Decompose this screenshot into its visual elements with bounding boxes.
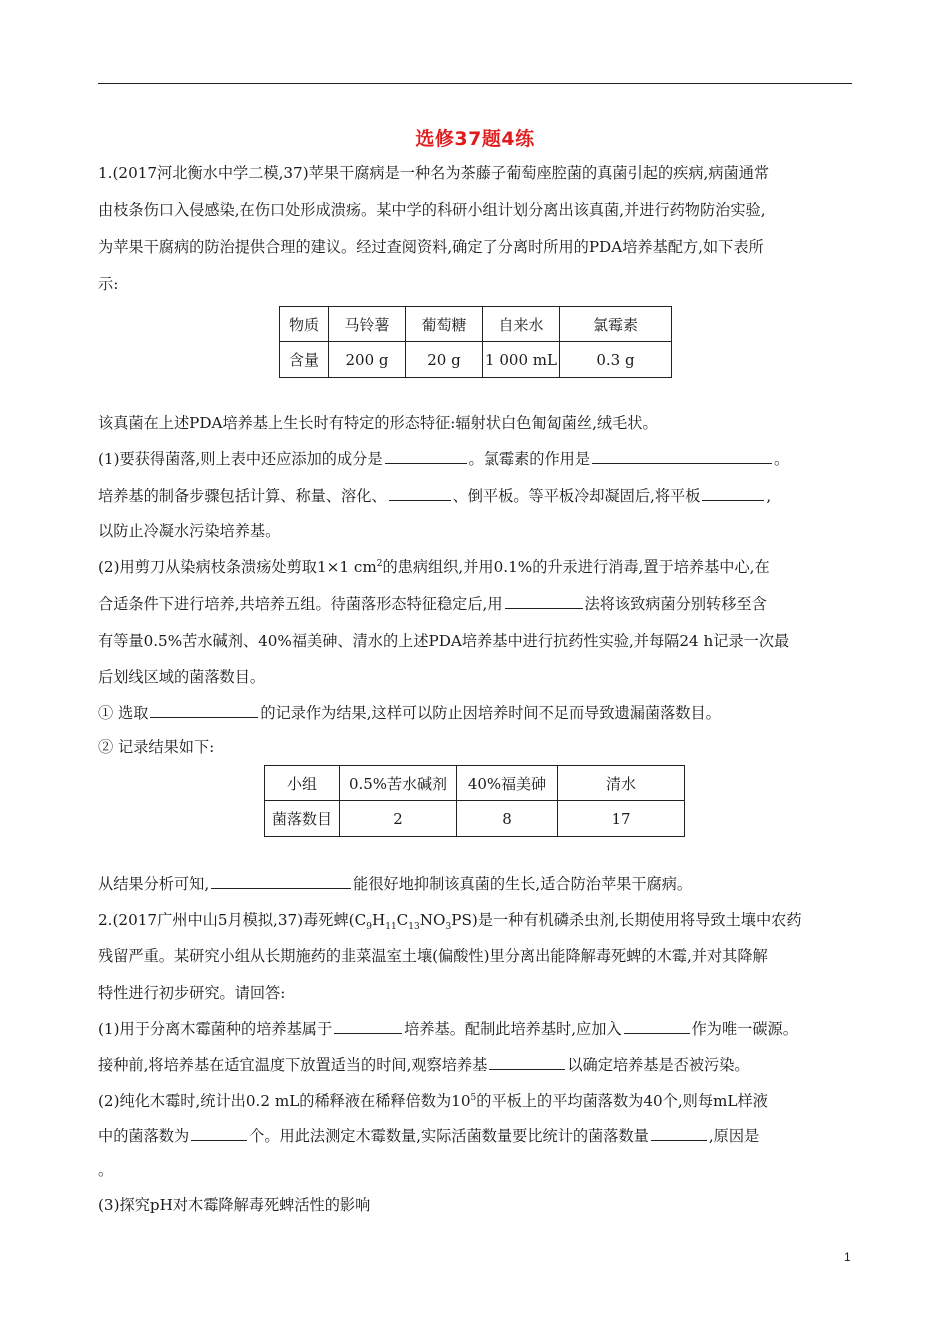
q2-line-1 [98, 910, 802, 933]
q1-line-2: 由枝条伤口入侵感染,在伤口处形成溃疡。某中学的科研小组计划分离出该真菌,并进行药物防治实验, [98, 201, 766, 219]
table-cell: 8 [457, 801, 558, 837]
q1-item1-line [98, 703, 721, 723]
table-cell: 物质 [280, 307, 329, 342]
answer-blank-compare[interactable] [651, 1126, 707, 1141]
table-cell: 0.3 g [560, 342, 672, 378]
page-title: 选修37题4练 [415, 128, 535, 150]
q2-text: PS)是一种有机磷杀虫剂,长期使用将导致土壤中农药 [451, 911, 802, 929]
answer-blank-medium-type[interactable] [334, 1019, 402, 1034]
header-rule [98, 83, 852, 84]
subscript: 13 [408, 922, 420, 933]
table-row [280, 307, 672, 342]
q1-line-10 [98, 594, 767, 614]
subscript: 9 [366, 922, 372, 933]
table-cell: 0.5%苦水碱剂 [340, 766, 457, 801]
q2-text: NO [419, 911, 446, 929]
q2-sub3-line: (3)探究pH对木霉降解毒死蜱活性的影响 [98, 1196, 371, 1214]
page-number: 1 [844, 1250, 851, 1264]
q2-line-5-text-a: 接种前,将培养基在适宜温度下放置适当的时间,观察培养基 [98, 1056, 488, 1074]
q2-sub1-text-a: (1)用于分离木霉菌种的培养基属于 [98, 1020, 333, 1038]
q2-sub1-text-b: 培养基。配制此培养基时,应加入 [404, 1020, 622, 1038]
subscript: 11 [385, 922, 397, 933]
q2-sub2-line [98, 1091, 768, 1111]
q1-line-1: 1.(2017河北衡水中学二模,37)苹果干腐病是一种名为茶藤子葡萄座腔菌的真菌引起的疾病,病菌通常 [98, 164, 770, 182]
q2-sub2-text-a: (2)纯化木霉时,统计出0.2 mL的稀释液在稀释倍数为10 [98, 1092, 471, 1110]
table-cell: 200 g [329, 342, 406, 378]
table-cell: 40%福美砷 [457, 766, 558, 801]
q1-sub2-text-b: 的患病组织,并用0.1%的升汞进行消毒,置于培养基中心,在 [382, 558, 770, 576]
table-row [280, 342, 672, 378]
answer-blank-observe[interactable] [489, 1055, 565, 1070]
q1-conclusion-text-a: 从结果分析可知, [98, 875, 210, 893]
q1-steps-text-c: , [766, 487, 772, 505]
superscript: 5 [470, 1092, 477, 1103]
table-row [265, 766, 685, 801]
q2-line-7-text-a: 中的菌落数为 [98, 1127, 190, 1145]
q2-line-7-text-c: ,原因是 [708, 1127, 760, 1145]
q1-line-10-text-a: 合适条件下进行培养,共培养五组。待菌落形态特征稳定后,用 [98, 595, 503, 613]
q2-sub1-text-c: 作为唯一碳源。 [691, 1020, 798, 1038]
q2-line-5 [98, 1055, 750, 1075]
q2-text: H [371, 911, 386, 929]
q1-line-8: 以防止冷凝水污染培养基。 [98, 522, 281, 540]
table-cell: 2 [340, 801, 457, 837]
q1-line-10-text-b: 法将该致病菌分别转移至含 [584, 595, 767, 613]
q1-line-3: 为苹果干腐病的防治提供合理的建议。经过查阅资料,确定了分离时所用的PDA培养基配方,如下表所 [98, 238, 764, 256]
q1-sub1-text-a: (1)要获得菌落,则上表中还应添加的成分是 [98, 450, 383, 468]
table-cell: 清水 [558, 766, 685, 801]
q1-item1-text-a: ① 选取 [98, 704, 149, 722]
table-cell: 葡萄糖 [406, 307, 483, 342]
q1-line-5: 该真菌在上述PDA培养基上生长时有特定的形态特征:辐射状白色匍匐菌丝,绒毛状。 [98, 414, 658, 432]
table-cell: 菌落数目 [265, 801, 340, 837]
q1-sub2-text-a: (2)用剪刀从染病枝条溃疡处剪取1×1 cm [98, 558, 377, 576]
q2-text: 2.(2017广州中山5月模拟,37)毒死蜱(C [98, 911, 367, 929]
q2-line-8: 。 [98, 1161, 114, 1179]
table-cell: 马铃薯 [329, 307, 406, 342]
table-cell: 1 000 mL [483, 342, 560, 378]
answer-blank-carbon-source[interactable] [624, 1019, 690, 1034]
results-table [264, 765, 685, 837]
q2-sub1-line [98, 1019, 798, 1039]
table-cell: 20 g [406, 342, 483, 378]
q1-line-11: 有等量0.5%苦水碱剂、40%福美砷、清水的上述PDA培养基中进行抗药性实验,并每隔24 h记录一次最 [98, 632, 790, 650]
q2-line-2: 残留严重。某研究小组从长期施药的韭菜温室土壤(偏酸性)里分离出能降解毒死蜱的木霉,并对其降解 [98, 947, 768, 965]
answer-blank-chloramphenicol[interactable] [592, 449, 772, 464]
q2-line-7 [98, 1126, 759, 1146]
q1-item1-text-b: 的记录作为结果,这样可以防止因培养时间不足而导致遗漏菌落数目。 [260, 704, 721, 722]
answer-blank-step[interactable] [389, 486, 451, 501]
q1-sub1-line [98, 449, 789, 469]
answer-blank-inhibitor[interactable] [211, 874, 351, 889]
q1-sub1-text-b: 。氯霉素的作用是 [468, 450, 591, 468]
pda-medium-table [279, 306, 672, 378]
answer-blank-count[interactable] [191, 1126, 247, 1141]
q1-steps-text-a: 培养基的制备步骤包括计算、称量、溶化、 [98, 487, 387, 505]
q1-steps-line [98, 486, 771, 506]
q2-sub2-text-b: 的平板上的平均菌落数为40个,则每mL样液 [476, 1092, 768, 1110]
q2-text: C [396, 911, 409, 929]
q1-conclusion-line [98, 874, 692, 894]
table-cell: 氯霉素 [560, 307, 672, 342]
table-cell: 17 [558, 801, 685, 837]
answer-blank-component[interactable] [385, 449, 467, 464]
answer-blank-plate[interactable] [702, 486, 764, 501]
superscript: 2 [376, 558, 383, 569]
answer-blank-record[interactable] [150, 703, 258, 718]
table-cell: 自来水 [483, 307, 560, 342]
q2-line-3: 特性进行初步研究。请回答: [98, 984, 286, 1002]
table-row [265, 801, 685, 837]
subscript: 3 [445, 922, 452, 933]
q1-conclusion-text-b: 能很好地抑制该真菌的生长,适合防治苹果干腐病。 [353, 875, 693, 893]
answer-blank-method[interactable] [505, 594, 583, 609]
q1-line-4: 示: [98, 275, 119, 293]
q1-line-12: 后划线区域的菌落数目。 [98, 668, 266, 686]
table-cell: 小组 [265, 766, 340, 801]
q1-sub1-text-c: 。 [774, 450, 790, 468]
q1-item2-line: ② 记录结果如下: [98, 738, 215, 756]
q1-sub2-line [98, 557, 770, 577]
q2-line-5-text-b: 以确定培养基是否被污染。 [567, 1056, 750, 1074]
q2-line-7-text-b: 个。用此法测定木霉数量,实际活菌数量要比统计的菌落数量 [249, 1127, 649, 1145]
q1-steps-text-b: 、倒平板。等平板冷却凝固后,将平板 [452, 487, 701, 505]
table-cell: 含量 [280, 342, 329, 378]
